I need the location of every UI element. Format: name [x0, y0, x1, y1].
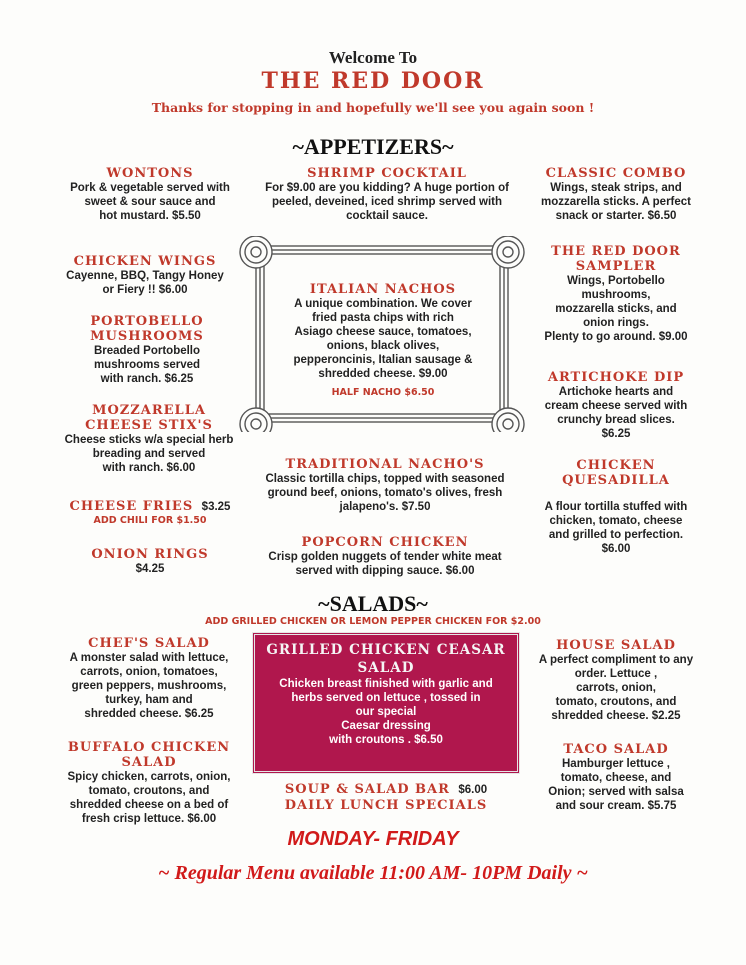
- menu-item-quesadilla: [532, 458, 700, 556]
- item-desc-line: onion rings.: [583, 317, 649, 329]
- item-desc-line: shredded cheese. $2.25: [551, 710, 681, 722]
- item-price: $6.00: [458, 784, 488, 796]
- item-desc-line: Chicken breast finished with garlic and: [279, 678, 493, 690]
- item-title: ARTICHOKE DIP: [547, 370, 685, 385]
- item-desc-line: cocktail sauce.: [346, 210, 428, 222]
- menu-item-buffalo-salad: [52, 740, 246, 826]
- item-desc-line: breading and served: [92, 448, 206, 460]
- menu-item-classic-combo: [528, 166, 704, 223]
- item-desc-line: chicken, tomato, cheese: [549, 515, 683, 527]
- item-title: CHEF'S SALAD: [88, 636, 210, 651]
- item-title: WONTONS: [106, 166, 194, 181]
- restaurant-name: THE RED DOOR: [261, 68, 485, 94]
- hours-banner: ~ Regular Menu available 11:00 AM- 10PM Daily ~: [158, 862, 588, 884]
- welcome-text: Welcome To: [328, 48, 418, 67]
- item-desc-line: Onion; served with salsa: [548, 786, 684, 798]
- menu-item-sampler: [532, 244, 700, 344]
- item-title: CLASSIC COMBO: [545, 166, 687, 181]
- salads-heading: ~SALADS~: [318, 591, 428, 616]
- item-desc-line: Hamburger lettuce ,: [562, 758, 670, 770]
- item-title: SOUP & SALAD BAR: [284, 782, 450, 797]
- item-desc-line: turkey, ham and: [105, 694, 193, 706]
- item-title: TRADITIONAL NACHO'S: [285, 457, 485, 472]
- menu-item-taco-salad: [530, 742, 702, 813]
- item-desc-line: A monster salad with lettuce,: [69, 652, 229, 664]
- item-title: HOUSE SALAD: [556, 638, 676, 653]
- menu-item-caesar-salad: [252, 632, 520, 774]
- menu-item-artichoke-dip: [532, 370, 700, 441]
- item-desc-line: green peppers, mushrooms,: [71, 680, 227, 692]
- item-title: SHRIMP COCKTAIL: [307, 166, 467, 181]
- item-desc-line: tomato, croutons, and: [88, 785, 210, 797]
- item-desc-line: mushrooms,: [581, 289, 651, 301]
- item-desc-line: tomato, croutons, and: [555, 696, 677, 708]
- item-desc-line: herbs served on lettuce , tossed in: [291, 692, 481, 704]
- item-desc-line: cream cheese served with: [544, 400, 688, 412]
- menu-item-popcorn-chicken: [244, 535, 526, 578]
- item-desc-line: snack or starter. $6.50: [555, 210, 677, 222]
- item-desc-line: and sour cream. $5.75: [555, 800, 677, 812]
- item-title: ITALIAN NACHOS: [309, 282, 457, 297]
- item-title: ONION RINGS: [91, 547, 209, 562]
- item-title: QUESADILLA: [562, 473, 670, 488]
- menu-item-mozzarella: [54, 403, 244, 475]
- item-desc-line: with croutons . $6.50: [329, 734, 443, 746]
- item-desc-line: served with dipping sauce. $6.00: [295, 565, 475, 577]
- menu-item-chefs-salad: [56, 636, 242, 721]
- thanks-text: Thanks for stopping in and hopefully we'll see you again soon !: [151, 100, 595, 115]
- item-title: CHICKEN: [576, 458, 656, 473]
- item-desc-line: pepperoncinis, Italian sausage &: [293, 354, 473, 366]
- item-desc-line: with ranch. $6.00: [102, 462, 196, 474]
- item-desc-line: our special: [355, 706, 417, 718]
- item-desc-line: mozzarella sticks, and: [555, 303, 677, 315]
- item-desc-line: Wings, steak strips, and: [550, 182, 682, 194]
- item-desc-line: $6.00: [601, 543, 631, 555]
- item-desc-line: tomato, cheese, and: [560, 772, 672, 784]
- item-desc-line: shredded cheese on a bed of: [69, 799, 229, 811]
- item-title: GRILLED CHICKEN CEASAR: [266, 642, 506, 658]
- item-desc-line: Cheese sticks w/a special herb: [64, 434, 234, 446]
- menu-item-onion-rings: [62, 547, 238, 576]
- item-desc-line: and grilled to perfection.: [548, 529, 684, 541]
- item-desc-line: Cayenne, BBQ, Tangy Honey: [66, 270, 224, 282]
- item-title: SAMPLER: [575, 259, 657, 274]
- item-title: THE RED DOOR: [551, 244, 681, 259]
- item-title: CHICKEN WINGS: [73, 254, 217, 269]
- item-desc-line: peeled, deveined, iced shrimp served with: [271, 196, 503, 208]
- item-half-portion: HALF NACHO $6.50: [331, 387, 435, 398]
- item-desc-line: mozzarella sticks. A perfect: [541, 196, 691, 208]
- item-title: CHEESE FRIES: [69, 499, 194, 514]
- soup-salad-bar: [256, 780, 516, 813]
- item-desc-line: Caesar dressing: [341, 720, 431, 732]
- item-desc-line: Classic tortilla chips, topped with seasoned: [265, 473, 505, 485]
- item-desc-line: ground beef, onions, tomato's olives, fresh: [267, 487, 503, 499]
- item-title: PORTOBELLO: [90, 314, 204, 329]
- item-desc-line: A perfect compliment to any: [538, 654, 694, 666]
- item-desc-line: $6.25: [601, 428, 631, 440]
- days-banner: MONDAY- FRIDAY: [287, 828, 459, 850]
- item-title: MUSHROOMS: [90, 329, 204, 344]
- menu-item-cheese-fries: [52, 497, 248, 526]
- item-desc-line: Artichoke hearts and: [558, 386, 674, 398]
- item-desc-line: shredded cheese. $9.00: [318, 368, 448, 380]
- menu-item-italian-nachos: [270, 282, 496, 398]
- menu-item-chicken-wings: [52, 254, 238, 297]
- menu-item-shrimp-cocktail: [246, 166, 528, 223]
- item-desc-line: sweet & sour sauce and: [84, 196, 216, 208]
- item-desc-line: Breaded Portobello: [93, 345, 201, 357]
- item-price: $4.25: [135, 563, 165, 575]
- item-desc-line: A flour tortilla stuffed with: [544, 501, 688, 513]
- item-desc-line: carrots, onion,: [576, 682, 656, 694]
- item-desc-line: order. Lettuce ,: [574, 668, 658, 680]
- item-desc-line: fresh crisp lettuce. $6.00: [81, 813, 217, 825]
- item-desc-line: fried pasta chips with rich: [312, 312, 454, 324]
- item-desc-line: Pork & vegetable served with: [70, 182, 230, 194]
- item-desc-line: crunchy bread slices.: [557, 414, 675, 426]
- item-desc-line: or Fiery !! $6.00: [102, 284, 188, 296]
- item-desc-line: Plenty to go around. $9.00: [544, 331, 688, 343]
- item-title: MOZZARELLA: [92, 403, 206, 418]
- item-desc-line: carrots, onion, tomatoes,: [80, 666, 218, 678]
- item-desc-line: Asiago cheese sauce, tomatoes,: [294, 326, 472, 338]
- salads-addon: ADD GRILLED CHICKEN OR LEMON PEPPER CHICKEN FOR $2.00: [205, 616, 541, 627]
- item-desc-line: For $9.00 are you kidding? A huge portion of: [265, 182, 509, 194]
- item-desc-line: Crisp golden nuggets of tender white meat: [268, 551, 502, 563]
- appetizers-heading: ~APPETIZERS~: [292, 134, 454, 159]
- item-desc-line: Spicy chicken, carrots, onion,: [67, 771, 231, 783]
- item-desc-line: mushrooms served: [93, 359, 201, 371]
- item-desc-line: onions, black olives,: [326, 340, 440, 352]
- menu-item-portobello: [62, 314, 232, 386]
- item-title: CHEESE STIX'S: [85, 418, 213, 433]
- item-title: DAILY LUNCH SPECIALS: [284, 798, 488, 813]
- item-addon: ADD CHILI FOR $1.50: [93, 515, 207, 526]
- item-desc-line: shredded cheese. $6.25: [84, 708, 214, 720]
- item-title: BUFFALO CHICKEN: [67, 740, 231, 755]
- item-desc-line: hot mustard. $5.50: [99, 210, 201, 222]
- item-desc-line: A unique combination. We cover: [294, 298, 472, 310]
- item-title: TACO SALAD: [563, 742, 669, 757]
- item-title: SALAD: [121, 755, 177, 770]
- item-title: SALAD: [357, 660, 415, 676]
- menu-item-wontons: [52, 166, 248, 223]
- item-price: $3.25: [201, 501, 231, 513]
- item-title: POPCORN CHICKEN: [301, 535, 469, 550]
- item-desc-line: with ranch. $6.25: [100, 373, 194, 385]
- item-desc-line: Wings, Portobello: [567, 275, 665, 287]
- menu-item-traditional-nachos: [244, 457, 526, 514]
- item-desc-line: jalapeno's. $7.50: [339, 501, 431, 513]
- menu-item-house-salad: [526, 638, 706, 723]
